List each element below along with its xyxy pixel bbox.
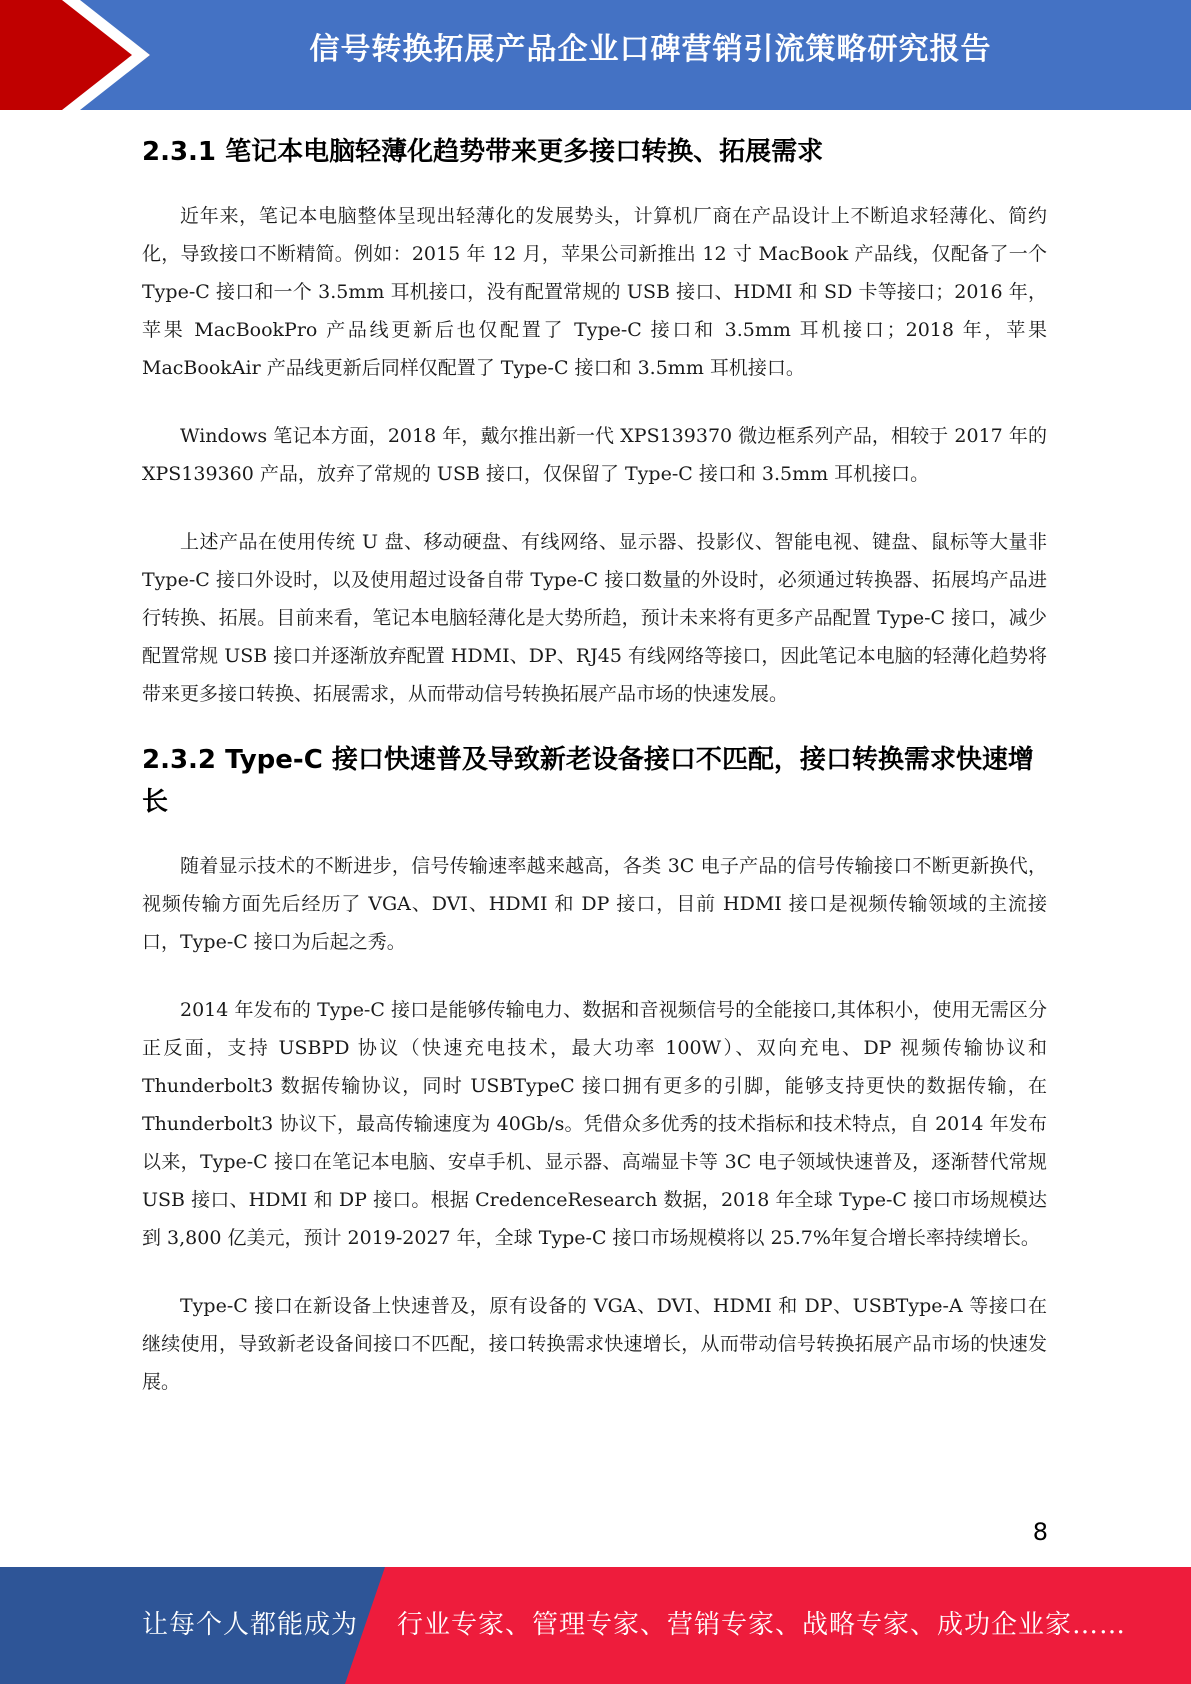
- paragraph: 2014 年发布的 Type-C 接口是能够传输电力、数据和音视频信号的全能接口,其体积小，使用无需区分正反面，支持 USBPD 协议（快速充电技术，最大功率 100W）、双向充电、DP 视频传输协议和 Thunderbolt3 数据传输协议，同时 USBTypeC 接口拥有更多的引脚，能够支持更快的数据传输，在 Thunderbolt3 协议下，最高传输速度为 40Gb/s。凭借众多优秀的技术指标和技术特点，自 2014 年发布以来，Type-C 接口在笔记本电脑、安卓手机、显示器、高端显卡等 3C 电子领域快速普及，逐渐替代常规 USB 接口、HDMI 和 DP 接口。根据 CredenceResearch 数据，2018 年全球 Type-C 接口市场规模达到 3,800 亿美元，预计 2019-2027 年，全球 Type-C 接口市场规模将以 25.7%年复合增长率持续增长。: [142, 999, 1047, 1249]
- section-heading-2-3-1: 2.3.1 笔记本电脑轻薄化趋势带来更多接口转换、拓展需求: [142, 137, 824, 167]
- report-title: 信号转换拓展产品企业口碑营销引流策略研究报告: [309, 32, 992, 67]
- footer-slogan-left: 让每个人都能成为: [142, 1610, 359, 1640]
- paragraph: 上述产品在使用传统 U 盘、移动硬盘、有线网络、显示器、投影仪、智能电视、键盘、鼠标等大量非 Type-C 接口外设时，以及使用超过设备自带 Type-C 接口数量的外设时，必须通过转换器、拓展坞产品进行转换、拓展。目前来看，笔记本电脑轻薄化是大势所趋，预计未来将有更多产品配置 Type-C 接口，减少配置常规 USB 接口并逐渐放弃配置 HDMI、DP、RJ45 有线网络等接口，因此笔记本电脑的轻薄化趋势将带来更多接口转换、拓展需求，从而带动信号转换拓展产品市场的快速发展。: [142, 531, 1047, 705]
- paragraph: 随着显示技术的不断进步，信号传输速率越来越高，各类 3C 电子产品的信号传输接口不断更新换代，视频传输方面先后经历了 VGA、DVI、HDMI 和 DP 接口，目前 HDMI 接口是视频传输领域的主流接口，Type-C 接口为后起之秀。: [142, 855, 1047, 953]
- page-number: 8: [1032, 1518, 1048, 1546]
- header-arrow-decoration: [0, 0, 160, 110]
- header-banner: [0, 0, 1191, 110]
- paragraph: 近年来，笔记本电脑整体呈现出轻薄化的发展势头，计算机厂商在产品设计上不断追求轻薄化、简约化，导致接口不断精简。例如：2015 年 12 月，苹果公司新推出 12 寸 MacBook 产品线，仅配备了一个 Type-C 接口和一个 3.5mm 耳机接口，没有配置常规的 USB 接口、HDMI 和 SD 卡等接口；2016 年，苹果 MacBookPro 产品线更新后也仅配置了 Type-C 接口和 3.5mm 耳机接口；2018 年，苹果 MacBookAir 产品线更新后同样仅配置了 Type-C 接口和 3.5mm 耳机接口。: [142, 205, 1047, 379]
- paragraph: Windows 笔记本方面，2018 年，戴尔推出新一代 XPS139370 微边框系列产品，相较于 2017 年的 XPS139360 产品，放弃了常规的 USB 接口，仅保留了 Type-C 接口和 3.5mm 耳机接口。: [142, 425, 1047, 485]
- footer-slogan-right: 行业专家、管理专家、营销专家、战略专家、成功企业家……: [397, 1610, 1127, 1640]
- paragraph: Type-C 接口在新设备上快速普及，原有设备的 VGA、DVI、HDMI 和 DP、USBType-A 等接口在继续使用，导致新老设备间接口不匹配，接口转换需求快速增长，从而带动信号转换拓展产品市场的快速发展。: [142, 1295, 1047, 1393]
- document-body: [142, 125, 1047, 1401]
- section-heading-2-3-2: 2.3.2 Type-C 接口快速普及导致新老设备接口不匹配，接口转换需求快速增长: [142, 745, 1034, 817]
- footer-banner: [0, 1567, 1191, 1684]
